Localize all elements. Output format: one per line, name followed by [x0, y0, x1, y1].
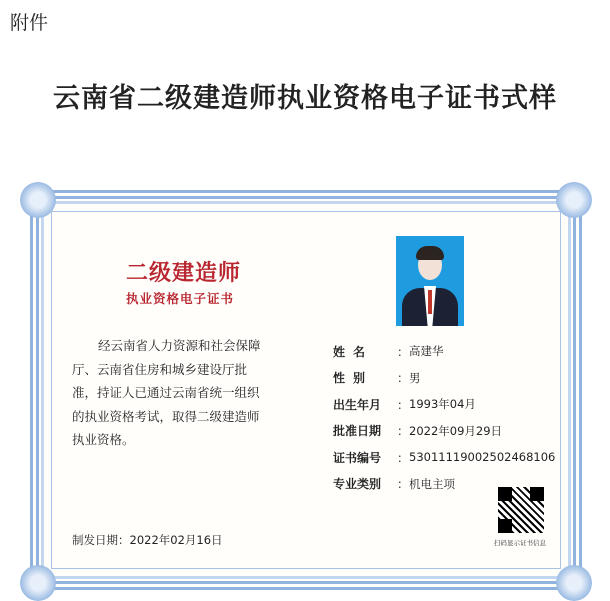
certificate-statement: 经云南省人力资源和社会保障厅、云南省住房和城乡建设厅批准，持证人已通过云南省统一组织的执业资格考试，取得二级建造师执业资格。 — [72, 338, 261, 447]
field-label: 出生年月 — [333, 397, 382, 412]
field-label: 批准日期 — [333, 424, 382, 439]
field-value: 男 — [409, 370, 421, 385]
field-label: 专业类别 — [333, 477, 382, 492]
corner-ornament-icon — [20, 565, 56, 601]
corner-ornament-icon — [20, 182, 56, 218]
field-label-char: 别 — [352, 371, 365, 386]
field-approval-date — [333, 418, 555, 445]
certificate-title: 二级建造师 — [126, 261, 242, 286]
field-label: 证书编号 — [333, 450, 382, 465]
field-birth — [333, 391, 555, 418]
issue-date-label: 制发日期： — [72, 533, 130, 547]
attachment-label: 附件 — [10, 12, 49, 34]
certificate-subtitle: 执业资格电子证书 — [126, 291, 235, 306]
colon: ： — [397, 477, 410, 492]
corner-ornament-icon — [556, 565, 592, 601]
field-value: 1993年04月 — [409, 397, 476, 412]
field-name — [333, 338, 555, 365]
corner-ornament-icon — [556, 182, 592, 218]
field-value: 53011119002502468106 — [409, 450, 556, 465]
colon: ： — [397, 371, 410, 386]
colon: ： — [397, 397, 410, 412]
document-title: 云南省二级建造师执业资格电子证书式样 — [53, 83, 557, 114]
issue-date-value: 2022年02月16日 — [129, 533, 223, 547]
colon: ： — [397, 424, 410, 439]
colon: ： — [397, 450, 410, 465]
issue-date — [72, 532, 223, 548]
field-value: 机电主项 — [409, 476, 456, 491]
holder-photo — [396, 236, 464, 326]
field-label-char: 姓 — [333, 344, 346, 359]
qr-caption: 扫码显示证书信息 — [494, 539, 546, 547]
colon: ： — [397, 344, 410, 359]
qr-code-icon — [498, 487, 544, 533]
holder-fields — [333, 338, 555, 497]
field-cert-number — [333, 444, 555, 471]
field-label-char: 性 — [333, 371, 346, 386]
field-value: 2022年09月29日 — [409, 423, 503, 438]
field-gender — [333, 365, 555, 392]
field-value: 高建华 — [409, 344, 444, 359]
field-label-char: 名 — [352, 344, 365, 359]
